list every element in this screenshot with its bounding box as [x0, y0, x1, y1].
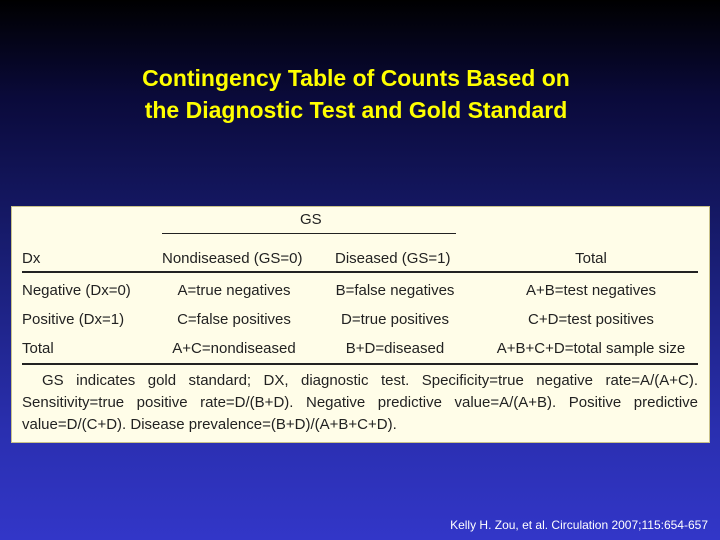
cell-false-negatives: B=false negatives [335, 282, 455, 299]
cell-false-positives: C=false positives [177, 311, 291, 328]
footnote-line-3: value=D/(C+D). Disease prevalence=(B+D)/(A+B+C+D). [22, 416, 397, 433]
footer-rule [22, 363, 698, 365]
footnote-line-2: Sensitivity=true positive rate=D/(B+D). Negative predictive value=A/(A+B). Positive predictive [22, 394, 698, 411]
footnote-line-1: GS indicates gold standard; DX, diagnostic test. Specificity=true negative rate=A/(A+C). [42, 372, 698, 389]
citation: Kelly H. Zou, et al. Circulation 2007;115:654-657 [450, 518, 708, 532]
slide-title-line-1: Contingency Table of Counts Based on [142, 65, 570, 91]
slide-title-line-2: the Diagnostic Test and Gold Standard [144, 97, 568, 123]
column-header-nondiseased: Nondiseased (GS=0) [162, 250, 303, 267]
cell-diseased-total: B+D=diseased [345, 340, 445, 357]
cell-nondiseased-total: A+C=nondiseased [172, 340, 296, 357]
header-rule [22, 271, 698, 273]
column-header-total: Total [575, 250, 607, 267]
cell-true-negatives: A=true negatives [177, 282, 291, 299]
slide-title [0, 62, 712, 126]
row-label-positive: Positive (Dx=1) [22, 311, 125, 328]
group-header-gs: GS [300, 211, 322, 228]
group-header-rule [162, 233, 456, 234]
cell-test-negatives: A+B=test negatives [525, 282, 657, 299]
column-header-diseased: Diseased (GS=1) [335, 250, 451, 267]
cell-test-positives: C+D=test positives [528, 311, 654, 328]
cell-true-positives: D=true positives [341, 311, 449, 328]
row-label-total: Total [22, 340, 54, 357]
row-label-negative: Negative (Dx=0) [22, 282, 131, 299]
contingency-table [11, 206, 710, 443]
table-footnote [22, 370, 698, 436]
column-header-dx: Dx [22, 250, 41, 267]
cell-total-sample-size: A+B+C+D=total sample size [496, 340, 686, 357]
